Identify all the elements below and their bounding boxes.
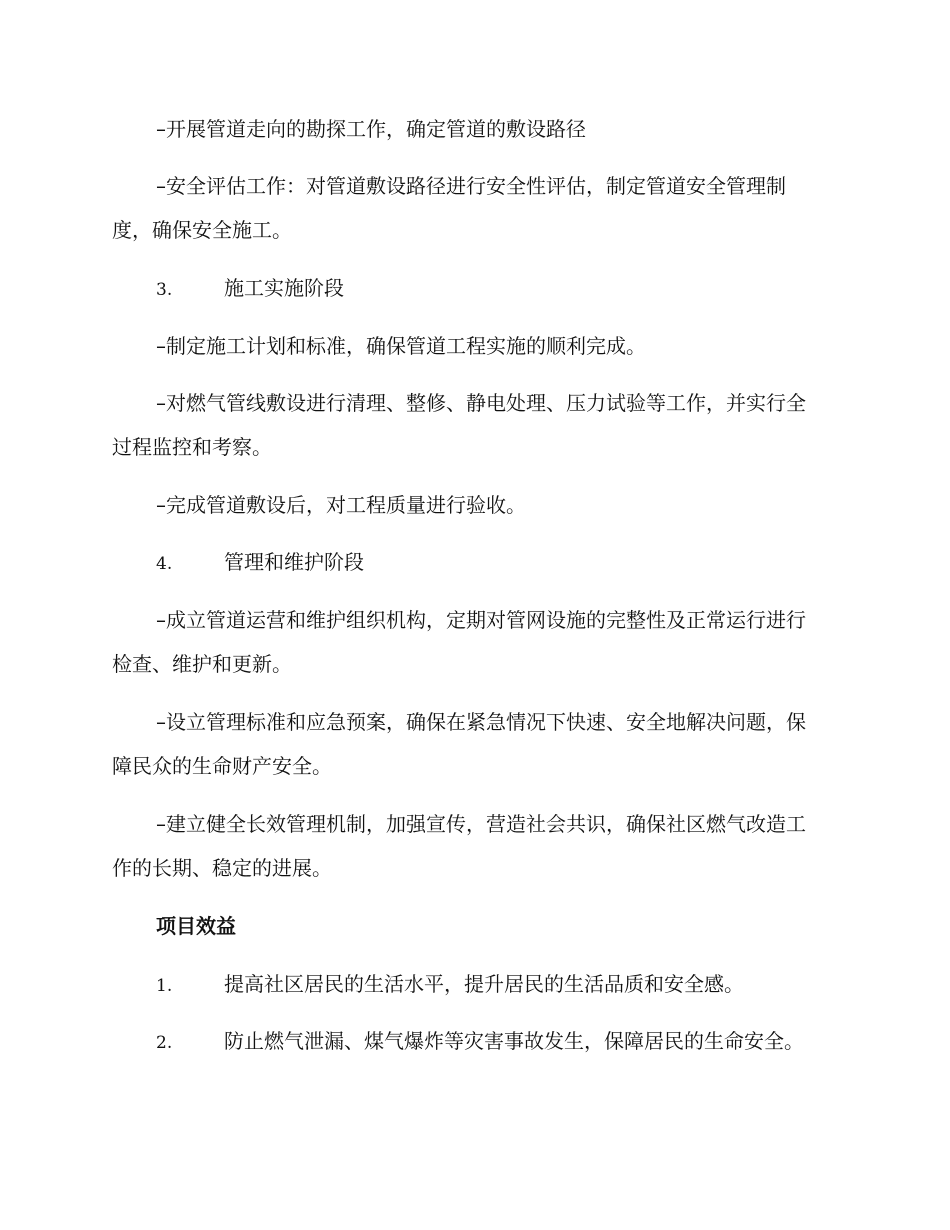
stage-4-title: 管理和维护阶段 bbox=[224, 550, 364, 574]
paragraph-long-term: –建立健全长效管理机制，加强宣传，营造社会共识，确保社区燃气改造工作的长期、稳定的进展。 bbox=[112, 812, 806, 880]
benefit-2 bbox=[112, 1019, 824, 1065]
stage-4-number: 4. bbox=[156, 554, 173, 574]
benefit-2-number: 2. bbox=[156, 1033, 173, 1053]
paragraph-emergency: –设立管理标准和应急预案，确保在紧急情况下快速、安全地解决问题，保障民众的生命财产安全。 bbox=[112, 710, 806, 778]
benefit-1 bbox=[112, 962, 824, 1008]
stage-3-number: 3. bbox=[156, 280, 173, 300]
stage-4 bbox=[112, 540, 824, 586]
benefit-1-text: 提高社区居民的生活水平，提升居民的生活品质和安全感。 bbox=[224, 972, 744, 996]
paragraph-acceptance: –完成管道敷设后，对工程质量进行验收。 bbox=[156, 493, 526, 517]
section-heading-benefits: 项目效益 bbox=[156, 914, 236, 938]
paragraph-survey: –开展管道走向的勘探工作，确定管道的敷设路径 bbox=[156, 117, 586, 141]
paragraph-construction-plan: –制定施工计划和标准，确保管道工程实施的顺利完成。 bbox=[156, 334, 646, 358]
paragraph-pipeline-work: –对燃气管线敷设进行清理、整修、静电处理、压力试验等工作，并实行全过程监控和考察。 bbox=[112, 391, 806, 459]
stage-3 bbox=[112, 266, 824, 312]
paragraph-safety-assessment: –安全评估工作：对管道敷设路径进行安全性评估，制定管道安全管理制度，确保安全施工。 bbox=[112, 174, 786, 242]
benefit-2-text: 防止燃气泄漏、煤气爆炸等灾害事故发生，保障居民的生命安全。 bbox=[224, 1029, 804, 1053]
benefit-1-number: 1. bbox=[156, 976, 173, 996]
stage-3-title: 施工实施阶段 bbox=[224, 276, 344, 300]
paragraph-operations: –成立管道运营和维护组织机构，定期对管网设施的完整性及正常运行进行检查、维护和更新。 bbox=[112, 608, 806, 676]
